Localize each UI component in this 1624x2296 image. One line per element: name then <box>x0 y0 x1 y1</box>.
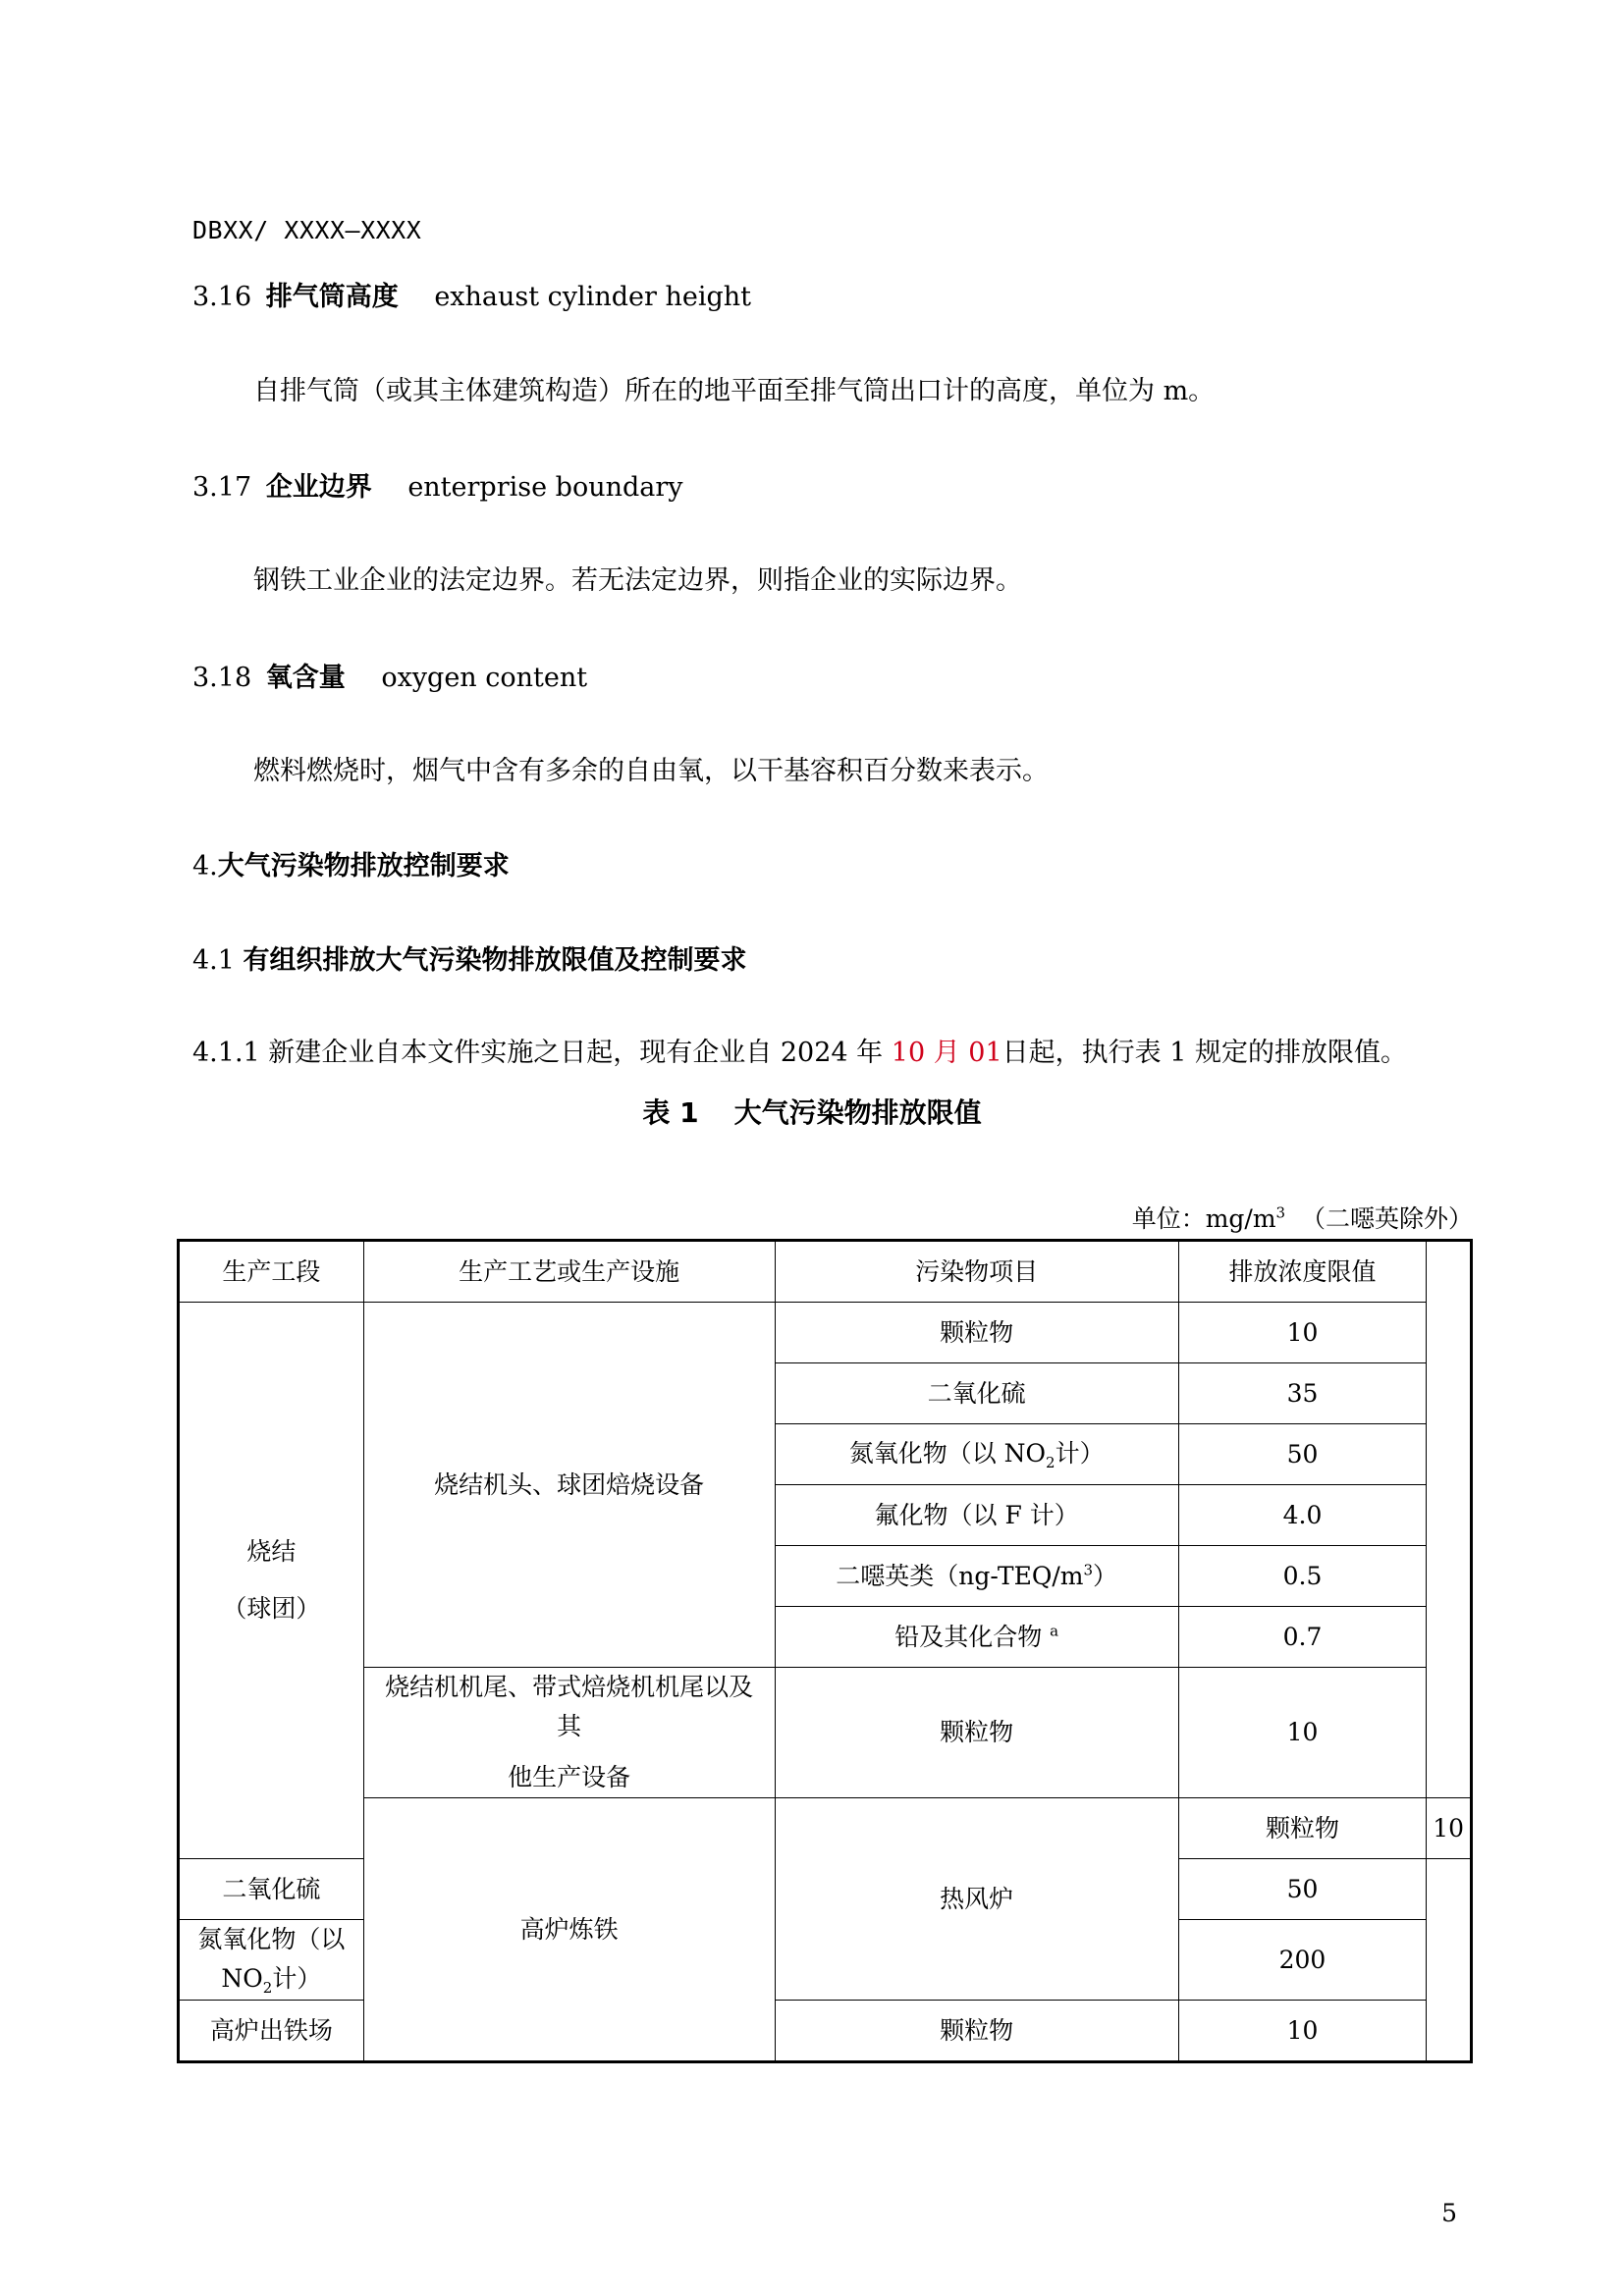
term-english: oxygen content <box>381 663 588 693</box>
term-3-16-heading <box>192 275 751 313</box>
pollutant-cell: 颗粒物 <box>775 2001 1178 2062</box>
pollutant-cell <box>179 1920 364 2001</box>
clause-4-1-1 <box>192 1031 1407 1069</box>
stage-blast-furnace: 高炉炼铁 <box>363 1798 775 2062</box>
process-hot-blast-stove: 热风炉 <box>775 1798 1178 2001</box>
pollutant-text: 氮氧化物（以 NO <box>197 1925 346 1993</box>
section-title: 大气污染物排放控制要求 <box>217 851 510 881</box>
limit-cell: 50 <box>1178 1859 1426 1920</box>
limit-cell: 200 <box>1178 1920 1426 2001</box>
process-sinter-head: 烧结机头、球团焙烧设备 <box>363 1303 775 1668</box>
limit-cell: 0.5 <box>1178 1546 1426 1607</box>
pollutant-text: 氮氧化物（以 NO <box>848 1439 1047 1468</box>
stage-name-line2: （球团） <box>222 1594 321 1623</box>
process-name-line2: 他生产设备 <box>508 1763 631 1791</box>
section-number: 4.1 <box>192 945 235 976</box>
process-sinter-tail <box>363 1668 775 1798</box>
pollutant-subscript: 2 <box>262 1979 273 1997</box>
process-tapping-yard: 高炉出铁场 <box>179 2001 364 2062</box>
clause-number: 4.1.1 <box>192 1038 260 1068</box>
unit-text: 单位：mg/m <box>1131 1204 1276 1233</box>
pollutant-text: 铅及其化合物 <box>894 1622 1051 1651</box>
limit-cell: 0.7 <box>1178 1607 1426 1668</box>
footnote-marker: a <box>1050 1622 1059 1640</box>
unit-superscript: 3 <box>1275 1203 1286 1222</box>
pollutant-cell <box>775 1424 1178 1485</box>
table-row <box>179 1668 1472 1798</box>
pollutant-cell <box>775 1546 1178 1607</box>
pollutant-text: 二噁英类（ng-TEQ/m <box>836 1561 1084 1590</box>
pollutant-cell: 颗粒物 <box>1178 1798 1426 1859</box>
table-caption-number: 表 1 <box>642 1096 699 1129</box>
limit-cell: 10 <box>1178 1303 1426 1363</box>
table-row <box>179 1798 1472 1859</box>
term-chinese: 氧含量 <box>265 663 346 693</box>
table-1-caption <box>0 1092 1624 1131</box>
pollutant-text-suffix: ） <box>1093 1561 1118 1590</box>
table-header-row <box>179 1241 1472 1303</box>
pollutant-superscript: 3 <box>1083 1561 1094 1579</box>
limit-cell: 10 <box>1178 1668 1426 1798</box>
document-header-code: DBXX/ XXXX—XXXX <box>192 216 422 244</box>
term-chinese: 排气筒高度 <box>265 282 399 312</box>
header-stage: 生产工段 <box>179 1241 364 1303</box>
pollutant-cell: 氟化物（以 F 计） <box>775 1485 1178 1546</box>
limit-cell: 10 <box>1427 1798 1472 1859</box>
pollutant-cell: 二氧化硫 <box>775 1363 1178 1424</box>
section-number: 4. <box>192 851 218 881</box>
stage-name-line1: 烧结 <box>246 1537 297 1566</box>
clause-date-highlight: 10 月 01 <box>891 1038 1002 1068</box>
term-number: 3.18 <box>192 663 252 693</box>
table-caption-title: 大气污染物排放限值 <box>733 1096 982 1129</box>
limit-cell: 35 <box>1178 1363 1426 1424</box>
term-3-18-heading <box>192 656 587 694</box>
process-name-line1: 烧结机机尾、带式焙烧机机尾以及 其 <box>385 1673 754 1740</box>
table-row <box>179 1303 1472 1363</box>
header-process: 生产工艺或生产设施 <box>363 1241 775 1303</box>
page-number: 5 <box>1441 2199 1457 2227</box>
limit-cell: 4.0 <box>1178 1485 1426 1546</box>
pollutant-cell: 二氧化硫 <box>179 1859 364 1920</box>
term-3-17-heading <box>192 465 683 504</box>
clause-text-end: 日起，执行表 1 规定的排放限值。 <box>1001 1038 1408 1068</box>
section-title: 有组织排放大气污染物排放限值及控制要求 <box>243 945 747 976</box>
section-4-1-heading <box>192 938 747 977</box>
term-number: 3.17 <box>192 472 252 503</box>
limit-cell: 50 <box>1178 1424 1426 1485</box>
term-english: exhaust cylinder height <box>434 282 751 312</box>
term-3-16-definition: 自排气筒（或其主体建筑构造）所在的地平面至排气筒出口计的高度，单位为 m。 <box>253 376 1216 406</box>
header-limit: 排放浓度限值 <box>1178 1241 1426 1303</box>
term-3-18-definition: 燃料燃烧时，烟气中含有多余的自由氧，以干基容积百分数来表示。 <box>253 756 1049 786</box>
table-unit-note <box>1132 1200 1473 1235</box>
pollutant-cell: 颗粒物 <box>775 1303 1178 1363</box>
emission-limits-table <box>177 1239 1473 2063</box>
stage-sintering <box>179 1303 364 1859</box>
pollutant-cell: 颗粒物 <box>775 1668 1178 1798</box>
term-number: 3.16 <box>192 282 252 312</box>
term-english: enterprise boundary <box>407 472 683 503</box>
term-chinese: 企业边界 <box>265 472 372 503</box>
pollutant-cell <box>775 1607 1178 1668</box>
clause-text-start: 新建企业自本文件实施之日起，现有企业自 2024 年 <box>268 1038 884 1068</box>
pollutant-subscript: 2 <box>1046 1454 1056 1471</box>
pollutant-text-suffix: 计） <box>272 1964 322 1993</box>
unit-exception: （二噁英除外） <box>1300 1204 1473 1233</box>
section-4-heading <box>192 844 510 882</box>
term-3-17-definition: 钢铁工业企业的法定边界。若无法定边界，则指企业的实际边界。 <box>253 565 1022 596</box>
pollutant-text-suffix: 计） <box>1055 1439 1105 1468</box>
limit-cell: 10 <box>1178 2001 1426 2062</box>
header-pollutant: 污染物项目 <box>775 1241 1178 1303</box>
